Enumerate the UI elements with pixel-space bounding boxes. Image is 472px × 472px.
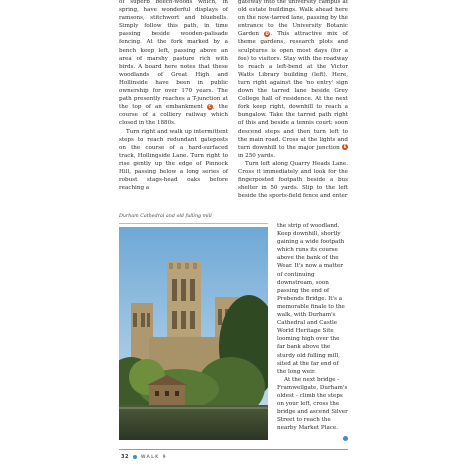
left-paragraph-1: of superb beech-woods which, in spring, have wonderful displays of ramsons, stitchwort and bluebells. Simply follow this path, in time passing beside wooden-palisade fencing. At the fork marked by a bench keep left, passing above an area of marshy pasture rich with birds. A board here notes that these woodlands of Great High and Hollinside have been in public ownership for over 170 years. The path presently reaches a T-junction at the top of an embankment C , the course of a colliery railway which closed in the 1880s.	[119, 0, 228, 127]
left-text-column	[119, 0, 228, 192]
right-paragraph-1: gateway into the university campus at old estate buildings. Walk ahead here on the now-tarred lane, passing by the entrance to the University Botanic Garden D. This attractive mix of theme gardens, research plots and sculptures is open most days (for a fee) to visitors. Stay with the roadway to reach a left-bend at the Victor Watts Library building (left). Here, turn right against the 'no entry' sign down the tarred lane beside Grey College hall of residence. At the next fork keep right, downhill to reach a bungalow. Take the tarred path right of this and beside a tennis court; soon descend steps and then turn left to the main road. Cross at the lights and turn downhill to the major junction E in 250 yards.	[238, 0, 348, 159]
route-marker-c: C	[208, 103, 212, 109]
route-marker-e: E	[343, 144, 347, 150]
footer-dot-icon	[133, 455, 137, 459]
end-of-walk-dot	[343, 436, 348, 441]
right-text-column	[238, 0, 348, 200]
narrow-paragraph-1: the strip of woodland. Keep downhill, shortly gaining a wide footpath which runs its course above the bank of the Wear. It's now a matter of continuing downstream, soon passing the end of Prebends Bridge. It's a memorable finale to the walk, with Durham's Cathedral and Castle World Heritage Site looming high over the far bank above the sturdy old fulling mill, sited at the far end of the long weir.	[277, 223, 345, 375]
page-number: 32	[121, 454, 129, 460]
cathedral-photo	[119, 227, 268, 440]
right-paragraph-2: Turn left along Quarry Heads Lane. Cross it immediately and look for the fingerposted footpath beside a bus shelter in 50 yards. Slip to the left beside the sports-field fence and enter	[238, 160, 348, 200]
left-paragraph-2: Turn right and walk up intermittent steps to reach redundant gateposts on the course of a hard-surfaced track, Hollingside Lane. Turn right to rise gently up the edge of Pinnock Hill, passing below a long series of robust stags-head oaks before reaching a	[119, 128, 228, 192]
walk-label: WALK 9	[140, 454, 168, 460]
page-footer	[121, 454, 167, 460]
route-marker-d: D	[265, 30, 269, 36]
cathedral-illustration	[119, 227, 268, 440]
footer-rule	[119, 449, 348, 450]
narrow-paragraph-2: At the next bridge - Framwellgate, Durham's oldest - climb the steps on your left, cross the bridge and ascend Silver Street to reach the nearby Market Place.	[277, 376, 348, 432]
photo-caption: Durham Cathedral and old fulling mill	[119, 214, 212, 219]
right-narrow-column	[277, 222, 348, 432]
caption-rule	[119, 223, 268, 224]
